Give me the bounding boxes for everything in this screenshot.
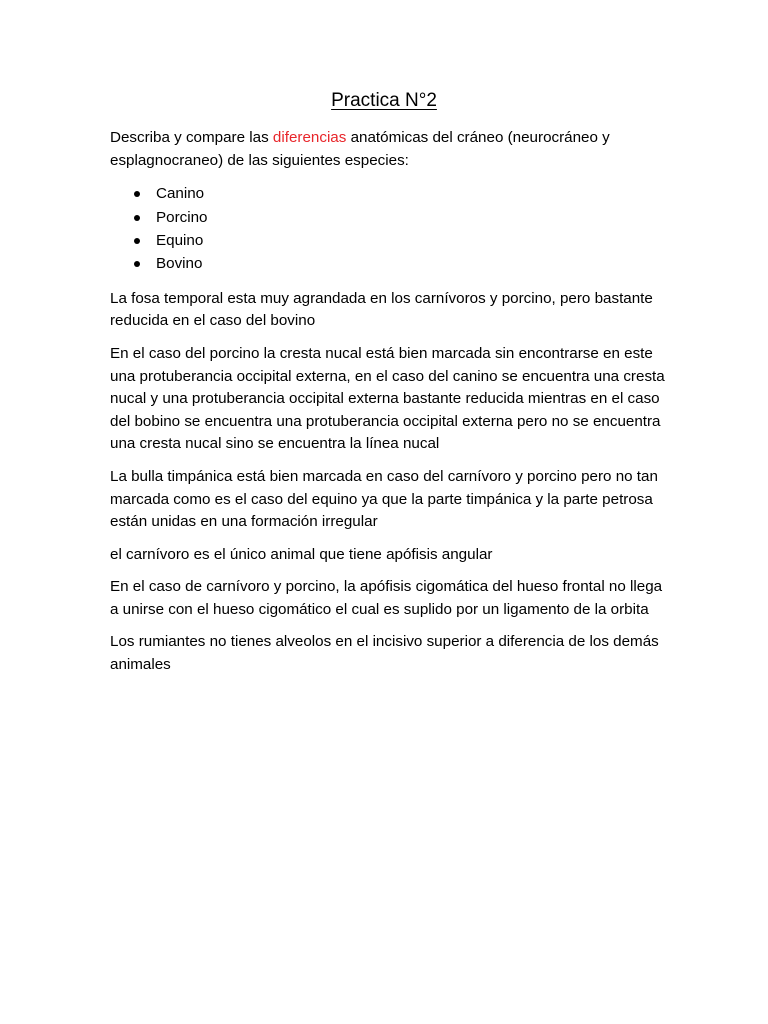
list-item	[110, 229, 670, 252]
paragraph-tympanic-bulla: La bulla timpánica está bien marcada en caso del carnívoro y porcino pero no tan marcada como es el caso del equino ya que la parte timpánica y la parte petrosa están unidas en una formación irregular	[110, 467, 658, 531]
species-equino: Equino	[156, 231, 204, 249]
bullet-icon	[134, 191, 140, 197]
intro-text-before: Describa y compare las	[110, 129, 273, 146]
paragraph-temporal-fossa: La fosa temporal esta muy agrandada en los carnívoros y porcino, pero bastante reducida en el caso del bovino	[110, 289, 653, 330]
intro-text-after: anatómicas del cráneo (neurocráneo y esplagnocraneo) de las siguientes especies:	[110, 129, 610, 169]
intro-paragraph	[110, 127, 670, 172]
list-item	[110, 252, 670, 275]
page-title: Practica N°2	[331, 90, 437, 111]
paragraph-angular-process: el carnívoro es el único animal que tiene apófisis angular	[110, 545, 493, 563]
species-bovino: Bovino	[156, 255, 203, 273]
intro-highlight: diferencias	[272, 129, 347, 146]
bullet-icon	[134, 238, 140, 244]
species-canino: Canino	[156, 185, 205, 203]
list-item	[110, 182, 670, 205]
species-porcino: Porcino	[156, 208, 208, 226]
paragraph-zygomatic-process: En el caso de carnívoro y porcino, la apófisis cigomática del hueso frontal no llega a unirse con el hueso cigomático el cual es suplido por un ligamento de la orbita	[110, 578, 663, 618]
species-list	[110, 182, 670, 276]
document-body	[110, 127, 670, 687]
list-item	[110, 206, 670, 229]
bullet-icon	[134, 261, 140, 267]
bullet-icon	[134, 215, 140, 221]
paragraph-nuchal-crest: En el caso del porcino la cresta nucal está bien marcada sin encontrarse en este una protuberancia occipital externa, en el caso del canino se encuentra una cresta nucal y una protuberancia occipital externa bastante reducida mientras en el caso del bobino se encuentra una protuberancia occipital externa pero no se encuentra una cresta nucal sino se encuentra la línea nucal	[110, 344, 665, 453]
paragraph-ruminants: Los rumiantes no tienes alveolos en el incisivo superior a diferencia de los demás animales	[110, 633, 659, 674]
